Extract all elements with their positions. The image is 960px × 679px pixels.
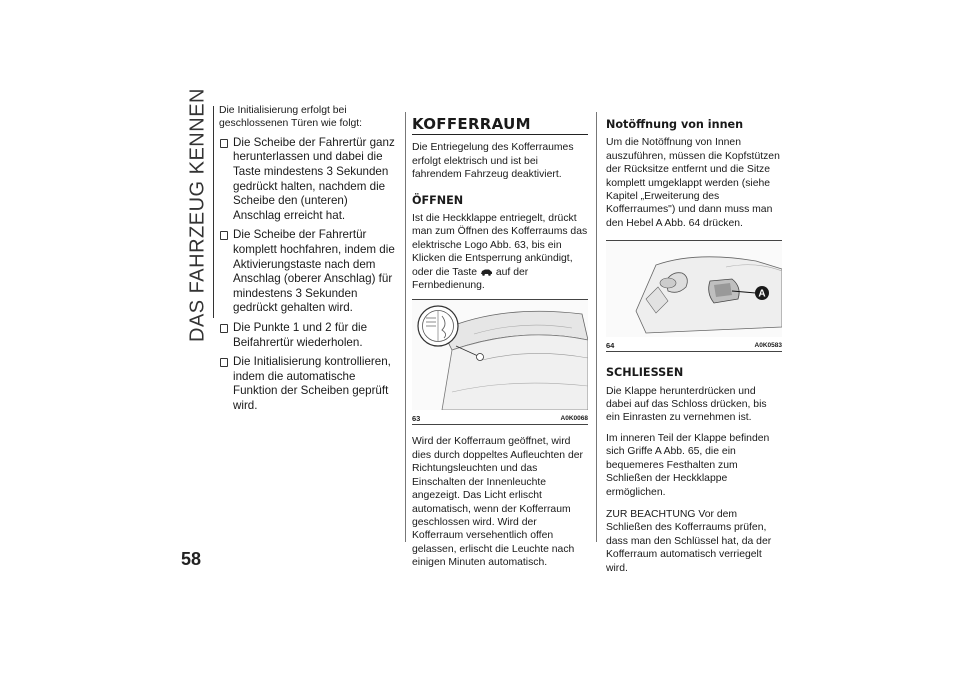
- checkbox-bullet-icon: [220, 231, 228, 240]
- column-divider: [405, 112, 406, 542]
- checkbox-bullet-icon: [220, 139, 228, 148]
- chapter-divider: [213, 106, 214, 318]
- figure-code: A0K0068: [560, 415, 588, 423]
- list-item-text: Die Punkte 1 und 2 für die Beifahrertür wiederholen.: [233, 320, 368, 349]
- list-item-text: Die Scheibe der Fahrertür ganz herunterlassen und dabei die Taste mindestens 3 Sekunden gedrückt halten, nachdem die Scheibe den (unteren) Anschlag erreicht hat.: [233, 135, 395, 222]
- list-item-text: Die Initialisierung kontrollieren, indem die automatische Funktion der Scheiben geprüft wird.: [233, 355, 391, 412]
- figure-number: 63: [412, 414, 421, 424]
- figure-64: [606, 240, 782, 352]
- checkbox-bullet-icon: [220, 358, 228, 367]
- intro-text: Die Initialisierung erfolgt bei geschlossenen Türen wie folgt:: [219, 105, 363, 130]
- trunk-logo-photo: [412, 300, 588, 410]
- column-divider: [596, 112, 597, 542]
- sub-heading: ÖFFNEN: [412, 193, 464, 207]
- figure-callout-label: A: [758, 288, 766, 300]
- figure-caption: [606, 337, 782, 352]
- section-heading: KOFFERRAUM: [412, 118, 588, 135]
- paragraph: Wird der Kofferraum geöffnet, wird dies durch doppeltes Aufleuchten der Richtungsleuchten und das Einschalten der Innenleuchte angezeigt. Das Licht erlischt automatisch, wenn der Kofferraum geschlossen wird. Wird der Kofferraum versehentlich offen gelassen, erlischt die Leuchte nach einigen Minuten automatisch.: [412, 436, 583, 569]
- column-3: [606, 118, 782, 582]
- paragraph: Die Klappe herunterdrücken und dabei auf das Schloss drücken, bis ein Einrasten zu vernehmen ist.: [606, 385, 767, 424]
- paragraph: Um die Notöffnung von Innen auszuführen, müssen die Kopfstützen der Rücksitze entfernt und die Sitze komplett umgeklappt werden (siehe Kapitel „Erweiterung des Kofferraumes") und dann muss man den Hebel A Abb. 64 drücken.: [606, 137, 780, 229]
- list-item-text: Die Scheibe der Fahrertür komplett hochfahren, indem die Aktivierungstaste nach dem Anschlag (oberer Anschlag) für mindestens 3 Sekunden gedrückt gehalten wird.: [233, 228, 395, 315]
- initialization-steps: [219, 136, 397, 414]
- list-item: [219, 136, 397, 224]
- emergency-lever-photo: [606, 241, 782, 337]
- paragraph-text: Ist die Heckklappe entriegelt, drückt man zum Öffnen des Kofferraums das elektrische Logo Abb. 63, bis ein Klicken die Entsperrung ankündigt, oder die Taste: [412, 213, 588, 278]
- list-item: [219, 228, 397, 316]
- car-trunk-icon: [480, 268, 493, 276]
- paragraph-text: auf der Fernbedienung.: [412, 266, 529, 292]
- section-heading: Notöffnung von innen: [606, 118, 744, 131]
- paragraph: [412, 212, 588, 292]
- paragraph: Die Entriegelung des Kofferraumes erfolgt elektrisch und ist bei fahrendem Fahrzeug deaktiviert.: [412, 142, 574, 181]
- figure-number: 64: [606, 341, 615, 351]
- figure-code: A0K0583: [754, 342, 782, 350]
- section-heading: SCHLIESSEN: [606, 366, 684, 380]
- column-2: [412, 115, 588, 577]
- figure-63: [412, 299, 588, 425]
- figure-caption: [412, 410, 588, 425]
- list-item: [219, 321, 397, 350]
- note-paragraph: ZUR BEACHTUNG Vor dem Schließen des Kofferraums prüfen, dass man den Schlüssel hat, da der Kofferraum automatisch verriegelt wird.: [606, 508, 772, 574]
- checkbox-bullet-icon: [220, 324, 228, 333]
- list-item: [219, 355, 397, 413]
- page-number: 58: [181, 549, 202, 569]
- paragraph: Im inneren Teil der Klappe befinden sich Griffe A Abb. 65, die ein bequemeres Festhalten zum Schließen der Heckklappe ermöglichen.: [606, 432, 770, 498]
- chapter-title: DAS FAHRZEUG KENNEN: [186, 88, 209, 342]
- column-1: [219, 104, 397, 419]
